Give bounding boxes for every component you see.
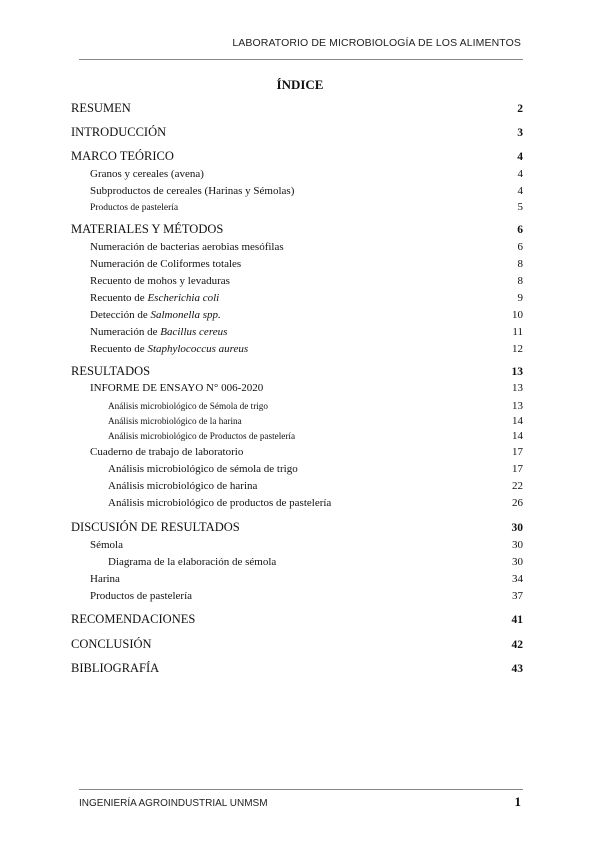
toc-entry-aerobias[interactable] [90,241,523,253]
toc-page: 6 [517,224,523,236]
toc-label: BIBLIOGRAFÍA [71,661,160,675]
toc-label-species: Salmonella spp. [150,309,221,321]
toc-label-prefix: Detección de [90,309,151,321]
toc-entry-analisis-semola[interactable] [108,400,523,412]
toc-page: 13 [512,400,523,412]
toc-label-species: Staphylococcus aureus [147,343,249,355]
toc-page: 8 [517,258,523,270]
toc-entry-ecoli[interactable] [90,292,523,304]
toc-label: Análisis microbiológico de harina [108,480,258,492]
toc-label: Análisis microbiológico de productos de pastelería [108,497,332,509]
toc-label-species: Escherichia coli [147,292,220,304]
toc-label: Diagrama de la elaboración de sémola [108,556,277,568]
toc-entry-salmonella[interactable] [90,309,523,321]
toc-entry-staphylococcus[interactable] [90,343,523,355]
toc-entry-resultados[interactable] [71,364,523,379]
toc-page: 11 [512,326,523,338]
toc-entry-cuaderno-pasteleria[interactable] [108,497,523,509]
toc-label-species: Bacillus cereus [160,326,228,338]
toc-entry-cuaderno-harina[interactable] [108,480,523,492]
toc-label: Harina [90,573,120,585]
toc-page: 8 [517,275,523,287]
toc-entry-mohos[interactable] [90,275,523,287]
toc-entry-cuaderno[interactable] [90,446,523,458]
toc-entry-recomendaciones[interactable] [71,612,523,627]
toc-entry-coliformes[interactable] [90,258,523,270]
toc-page: 12 [512,343,523,355]
toc-page: 30 [512,539,523,551]
toc-label: Productos de pastelería [90,590,193,602]
toc-label: RESUMEN [71,101,131,115]
toc-label [90,343,248,355]
toc-entry-harina[interactable] [90,573,523,585]
toc-label: Numeración de Coliformes totales [90,258,242,270]
toc-page: 37 [512,590,523,602]
toc-label [90,292,219,304]
toc-page: 34 [512,573,523,585]
toc-label: Análisis microbiológico de sémola de trigo [108,463,298,475]
toc-entry-resumen[interactable] [71,101,523,116]
toc-label: Granos y cereales (avena) [90,168,204,180]
toc-page: 30 [511,522,523,534]
toc-label-prefix: Numeración de [90,326,161,338]
page-number: 1 [514,794,521,809]
toc-label-prefix: Recuento de [90,292,148,304]
toc-page: 13 [512,382,523,394]
toc-label [90,326,227,338]
toc-page: 4 [517,185,523,197]
toc-page: 2 [517,103,523,115]
toc-page: 5 [517,201,523,213]
toc-page: 10 [512,309,523,321]
toc-entry-informe[interactable] [90,382,523,394]
toc-entry-cuaderno-semola[interactable] [108,463,523,475]
toc-page: 17 [512,446,523,458]
toc-label: INFORME DE ENSAYO N° 006-2020 [90,382,264,394]
toc-entry-introduccion[interactable] [71,125,523,140]
toc-page: 41 [511,614,523,626]
toc-title: ÍNDICE [276,77,324,92]
toc-label: Recuento de mohos y levaduras [90,275,230,287]
toc-page: 30 [512,556,523,568]
toc-label: Análisis microbiológico de Productos de pastelería [108,431,296,441]
toc-label: DISCUSIÓN DE RESULTADOS [71,520,240,534]
toc-page: 4 [517,168,523,180]
toc-page: 17 [512,463,523,475]
toc-label: Análisis microbiológico de Sémola de trigo [108,401,268,411]
toc-label: RECOMENDACIONES [71,612,196,626]
toc-page: 26 [512,497,523,509]
toc-entry-semola[interactable] [90,539,523,551]
toc-page: 22 [512,480,523,492]
toc-page: 42 [511,639,523,651]
toc-page: 14 [512,430,523,442]
toc-page: 14 [512,415,523,427]
toc-label: MARCO TEÓRICO [71,149,174,163]
toc-entry-pasteleria[interactable] [90,590,523,602]
toc-entry-granos[interactable] [90,168,523,180]
toc-label: MATERIALES Y MÉTODOS [71,222,224,236]
toc-label: RESULTADOS [71,364,151,378]
toc-label: Numeración de bacterias aerobias mesófilas [90,241,284,253]
toc-entry-bibliografia[interactable] [71,661,523,676]
toc-label-prefix: Recuento de [90,343,148,355]
toc-entry-subproductos[interactable] [90,185,523,197]
toc-page: 3 [517,127,523,139]
toc-label: Sémola [90,539,123,551]
toc-entry-analisis-harina[interactable] [108,415,523,427]
toc-label [90,309,221,321]
footer-rule [79,789,523,790]
header-rule [79,59,523,60]
toc-entry-marco-teorico[interactable] [71,149,523,164]
toc-entry-analisis-pasteleria[interactable] [108,430,523,442]
toc-entry-discusion[interactable] [71,520,523,535]
toc-label: Análisis microbiológico de la harina [108,416,242,426]
page-footer: INGENIERÍA AGROINDUSTRIAL UNMSM [79,798,268,809]
toc-page: 13 [511,366,523,378]
page-header: LABORATORIO DE MICROBIOLOGÍA DE LOS ALIMENTOS [232,37,521,49]
toc-label: INTRODUCCIÓN [71,125,167,139]
toc-label: Cuaderno de trabajo de laboratorio [90,446,244,458]
toc-entry-productos-pasteleria[interactable] [90,201,523,213]
toc-entry-diagrama[interactable] [108,556,523,568]
toc-label: Subproductos de cereales (Harinas y Sémolas) [90,185,295,197]
toc-entry-conclusion[interactable] [71,637,523,652]
toc-label: Productos de pastelería [90,203,179,213]
toc-page: 4 [517,151,523,163]
toc-page: 9 [517,292,523,304]
toc-page: 43 [511,663,523,675]
toc-label: CONCLUSIÓN [71,637,152,651]
toc-entry-bacillus[interactable] [90,326,523,338]
toc-entry-materiales[interactable] [71,222,523,237]
toc-page: 6 [517,241,523,253]
